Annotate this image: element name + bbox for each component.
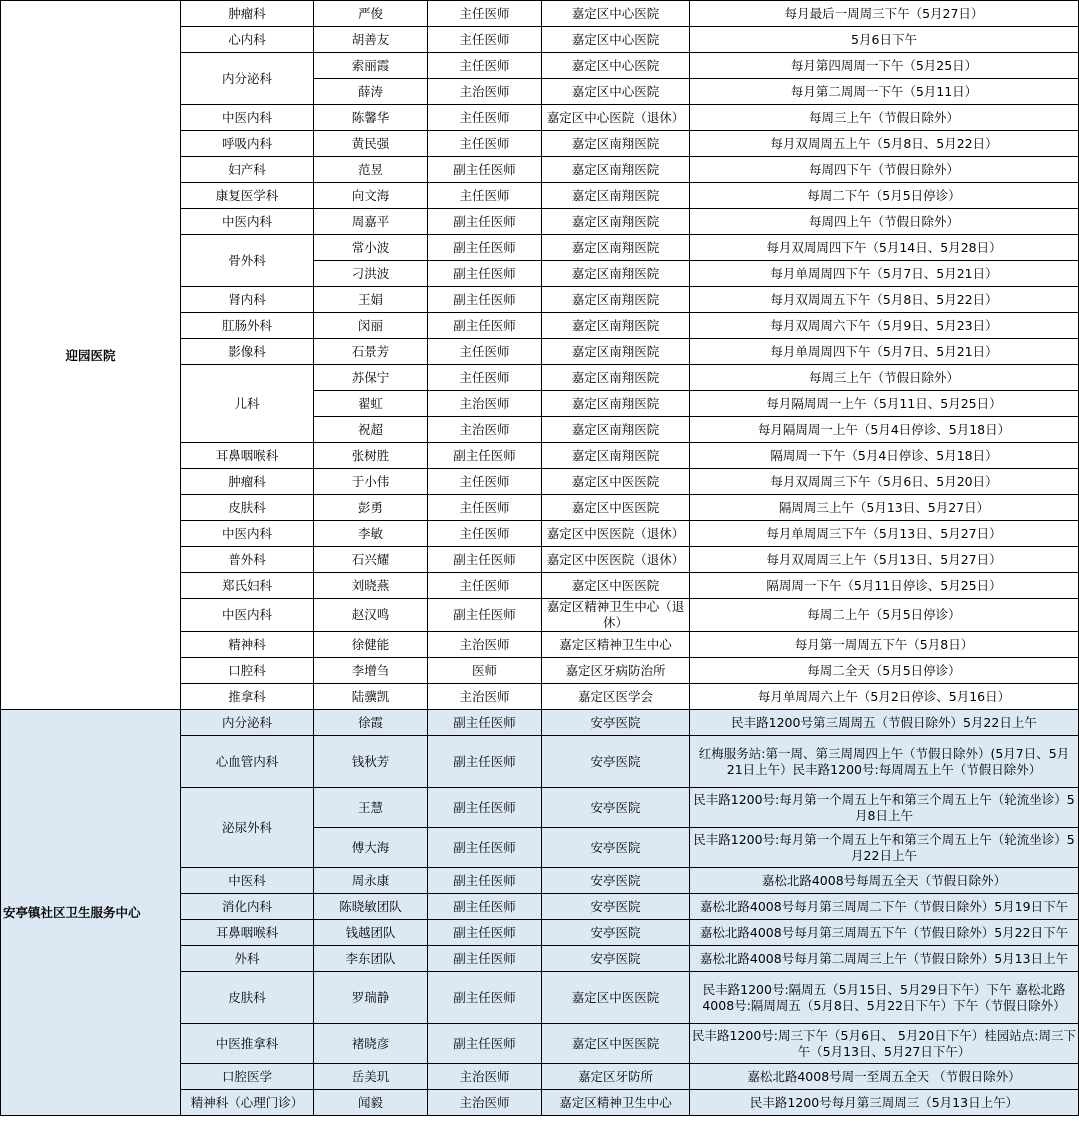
department-cell: 肿瘤科 <box>181 1 314 27</box>
doctor-cell: 李增刍 <box>314 658 428 684</box>
title-cell: 副主任医师 <box>428 920 542 946</box>
doctor-cell: 李敏 <box>314 521 428 547</box>
origin-hospital-cell: 嘉定区精神卫生中心 <box>542 632 690 658</box>
title-cell: 主任医师 <box>428 495 542 521</box>
doctor-cell: 索丽霞 <box>314 53 428 79</box>
hospital-name: 安亭镇社区卫生服务中心 <box>1 710 181 1116</box>
title-cell: 副主任医师 <box>428 261 542 287</box>
origin-hospital-cell: 嘉定区南翔医院 <box>542 365 690 391</box>
origin-hospital-cell: 嘉定区南翔医院 <box>542 157 690 183</box>
title-cell: 主治医师 <box>428 79 542 105</box>
schedule-cell: 每月双周周三下午（5月6日、5月20日） <box>690 469 1079 495</box>
origin-hospital-cell: 嘉定区南翔医院 <box>542 209 690 235</box>
title-cell: 主治医师 <box>428 632 542 658</box>
title-cell: 主任医师 <box>428 365 542 391</box>
title-cell: 副主任医师 <box>428 1024 542 1064</box>
schedule-cell: 每月隔周周一上午（5月11日、5月25日） <box>690 391 1079 417</box>
department-cell: 骨外科 <box>181 235 314 287</box>
origin-hospital-cell: 安亭医院 <box>542 920 690 946</box>
title-cell: 主任医师 <box>428 105 542 131</box>
department-cell: 精神科（心理门诊） <box>181 1090 314 1116</box>
department-cell: 妇产科 <box>181 157 314 183</box>
schedule-cell: 嘉松北路4008号每月第三周周二下午（节假日除外）5月19日下午 <box>690 894 1079 920</box>
department-cell: 推拿科 <box>181 684 314 710</box>
title-cell: 主任医师 <box>428 469 542 495</box>
doctor-cell: 薛涛 <box>314 79 428 105</box>
origin-hospital-cell: 嘉定区南翔医院 <box>542 313 690 339</box>
origin-hospital-cell: 嘉定区中心医院 <box>542 79 690 105</box>
title-cell: 主任医师 <box>428 339 542 365</box>
title-cell: 副主任医师 <box>428 443 542 469</box>
table-row <box>1 1 1079 27</box>
schedule-cell: 嘉松北路4008号每月第二周周三上午（节假日除外）5月13日上午 <box>690 946 1079 972</box>
origin-hospital-cell: 嘉定区牙病防治所 <box>542 658 690 684</box>
department-cell: 肾内科 <box>181 287 314 313</box>
origin-hospital-cell: 嘉定区精神卫生中心 <box>542 1090 690 1116</box>
title-cell: 副主任医师 <box>428 710 542 736</box>
schedule-cell: 每月最后一周周三下午（5月27日） <box>690 1 1079 27</box>
department-cell: 影像科 <box>181 339 314 365</box>
doctor-cell: 岳美玑 <box>314 1064 428 1090</box>
schedule-cell: 每周四上午（节假日除外） <box>690 209 1079 235</box>
schedule-cell: 每月单周周六上午（5月2日停诊、5月16日） <box>690 684 1079 710</box>
doctor-cell: 石兴耀 <box>314 547 428 573</box>
origin-hospital-cell: 嘉定区中医医院（退休） <box>542 521 690 547</box>
schedule-cell: 每月单周周四下午（5月7日、5月21日） <box>690 339 1079 365</box>
origin-hospital-cell: 嘉定区中医医院（退休） <box>542 547 690 573</box>
department-cell: 中医内科 <box>181 521 314 547</box>
origin-hospital-cell: 安亭医院 <box>542 828 690 868</box>
origin-hospital-cell: 嘉定区中医医院 <box>542 469 690 495</box>
schedule-cell: 每周二上午（5月5日停诊） <box>690 599 1079 632</box>
department-cell: 中医内科 <box>181 105 314 131</box>
schedule-cell: 每月双周周六下午（5月9日、5月23日） <box>690 313 1079 339</box>
title-cell: 主任医师 <box>428 53 542 79</box>
origin-hospital-cell: 嘉定区中心医院（退休） <box>542 105 690 131</box>
department-cell: 皮肤科 <box>181 972 314 1024</box>
origin-hospital-cell: 安亭医院 <box>542 736 690 788</box>
origin-hospital-cell: 嘉定区中心医院 <box>542 1 690 27</box>
title-cell: 主任医师 <box>428 1 542 27</box>
schedule-cell: 民丰路1200号:隔周五（5月15日、5月29日下午）下午 嘉松北路4008号:隔周周五（5月8日、5月22日下午）下午（节假日除外） <box>690 972 1079 1024</box>
doctor-cell: 罗瑞静 <box>314 972 428 1024</box>
title-cell: 副主任医师 <box>428 157 542 183</box>
origin-hospital-cell: 嘉定区中医医院 <box>542 573 690 599</box>
schedule-cell: 嘉松北路4008号每月第三周周五下午（节假日除外）5月22日下午 <box>690 920 1079 946</box>
title-cell: 医师 <box>428 658 542 684</box>
schedule-cell: 民丰路1200号:每月第一个周五上午和第三个周五上午（轮流坐诊）5月22日上午 <box>690 828 1079 868</box>
title-cell: 主任医师 <box>428 573 542 599</box>
title-cell: 副主任医师 <box>428 287 542 313</box>
title-cell: 主治医师 <box>428 417 542 443</box>
department-cell: 儿科 <box>181 365 314 443</box>
origin-hospital-cell: 嘉定区医学会 <box>542 684 690 710</box>
department-cell: 泌尿外科 <box>181 788 314 868</box>
title-cell: 主任医师 <box>428 27 542 53</box>
doctor-cell: 张树胜 <box>314 443 428 469</box>
doctor-cell: 陈馨华 <box>314 105 428 131</box>
origin-hospital-cell: 安亭医院 <box>542 946 690 972</box>
origin-hospital-cell: 嘉定区南翔医院 <box>542 287 690 313</box>
title-cell: 副主任医师 <box>428 894 542 920</box>
title-cell: 副主任医师 <box>428 828 542 868</box>
doctor-cell: 徐健能 <box>314 632 428 658</box>
department-cell: 口腔医学 <box>181 1064 314 1090</box>
origin-hospital-cell: 嘉定区牙防所 <box>542 1064 690 1090</box>
origin-hospital-cell: 嘉定区南翔医院 <box>542 183 690 209</box>
department-cell: 外科 <box>181 946 314 972</box>
doctor-cell: 傅大海 <box>314 828 428 868</box>
department-cell: 消化内科 <box>181 894 314 920</box>
schedule-cell: 每月单周周三下午（5月13日、5月27日） <box>690 521 1079 547</box>
title-cell: 副主任医师 <box>428 946 542 972</box>
doctor-cell: 赵汉鸣 <box>314 599 428 632</box>
department-cell: 内分泌科 <box>181 53 314 105</box>
title-cell: 副主任医师 <box>428 599 542 632</box>
department-cell: 心内科 <box>181 27 314 53</box>
department-cell: 中医推拿科 <box>181 1024 314 1064</box>
title-cell: 主任医师 <box>428 183 542 209</box>
schedule-cell: 每月第一周周五下午（5月8日） <box>690 632 1079 658</box>
doctor-cell: 于小伟 <box>314 469 428 495</box>
doctor-cell: 严俊 <box>314 1 428 27</box>
department-cell: 肛肠外科 <box>181 313 314 339</box>
department-cell: 康复医学科 <box>181 183 314 209</box>
schedule-cell: 每月双周周三上午（5月13日、5月27日） <box>690 547 1079 573</box>
schedule-cell: 每月隔周周一上午（5月4日停诊、5月18日） <box>690 417 1079 443</box>
department-cell: 心血管内科 <box>181 736 314 788</box>
doctor-cell: 彭勇 <box>314 495 428 521</box>
title-cell: 主治医师 <box>428 391 542 417</box>
table-row <box>1 710 1079 736</box>
hospital-name: 迎园医院 <box>1 1 181 710</box>
department-cell: 中医内科 <box>181 209 314 235</box>
schedule-cell: 5月6日下午 <box>690 27 1079 53</box>
origin-hospital-cell: 安亭医院 <box>542 868 690 894</box>
title-cell: 副主任医师 <box>428 868 542 894</box>
schedule-cell: 每周三上午（节假日除外） <box>690 105 1079 131</box>
schedule-cell: 隔周周一下午（5月4日停诊、5月18日） <box>690 443 1079 469</box>
schedule-cell: 每周二下午（5月5日停诊） <box>690 183 1079 209</box>
origin-hospital-cell: 嘉定区南翔医院 <box>542 261 690 287</box>
schedule-cell: 红梅服务站:第一周、第三周周四上午（节假日除外）(5月7日、5月21日上午）民丰路1200号:每周周五上午（节假日除外） <box>690 736 1079 788</box>
title-cell: 主治医师 <box>428 684 542 710</box>
origin-hospital-cell: 安亭医院 <box>542 788 690 828</box>
title-cell: 副主任医师 <box>428 972 542 1024</box>
doctor-cell: 钱秋芳 <box>314 736 428 788</box>
doctor-cell: 石景芳 <box>314 339 428 365</box>
department-cell: 耳鼻咽喉科 <box>181 920 314 946</box>
doctor-cell: 王慧 <box>314 788 428 828</box>
department-cell: 郑氏妇科 <box>181 573 314 599</box>
schedule-cell: 每月双周周四下午（5月14日、5月28日） <box>690 235 1079 261</box>
doctor-cell: 祝超 <box>314 417 428 443</box>
title-cell: 主治医师 <box>428 1064 542 1090</box>
doctor-cell: 李东团队 <box>314 946 428 972</box>
schedule-cell: 每月第四周周一下午（5月25日） <box>690 53 1079 79</box>
department-cell: 肿瘤科 <box>181 469 314 495</box>
title-cell: 副主任医师 <box>428 313 542 339</box>
doctor-cell: 徐霞 <box>314 710 428 736</box>
department-cell: 口腔科 <box>181 658 314 684</box>
origin-hospital-cell: 嘉定区南翔医院 <box>542 339 690 365</box>
schedule-cell: 每月第二周周一下午（5月11日） <box>690 79 1079 105</box>
schedule-cell: 嘉松北路4008号每周五全天（节假日除外） <box>690 868 1079 894</box>
schedule-cell: 隔周周三上午（5月13日、5月27日） <box>690 495 1079 521</box>
title-cell: 主任医师 <box>428 131 542 157</box>
doctor-cell: 闻毅 <box>314 1090 428 1116</box>
origin-hospital-cell: 嘉定区中医医院 <box>542 972 690 1024</box>
title-cell: 副主任医师 <box>428 547 542 573</box>
origin-hospital-cell: 嘉定区南翔医院 <box>542 391 690 417</box>
department-cell: 皮肤科 <box>181 495 314 521</box>
schedule-cell: 民丰路1200号第三周周五（节假日除外）5月22日上午 <box>690 710 1079 736</box>
doctor-cell: 周永康 <box>314 868 428 894</box>
schedule-cell: 民丰路1200号:每月第一个周五上午和第三个周五上午（轮流坐诊）5月8日上午 <box>690 788 1079 828</box>
schedule-cell: 嘉松北路4008号周一至周五全天 （节假日除外） <box>690 1064 1079 1090</box>
doctor-cell: 胡善友 <box>314 27 428 53</box>
department-cell: 中医科 <box>181 868 314 894</box>
schedule-cell: 民丰路1200号每月第三周周三（5月13日上午） <box>690 1090 1079 1116</box>
origin-hospital-cell: 嘉定区精神卫生中心（退休） <box>542 599 690 632</box>
origin-hospital-cell: 嘉定区中医医院 <box>542 495 690 521</box>
title-cell: 副主任医师 <box>428 235 542 261</box>
origin-hospital-cell: 嘉定区南翔医院 <box>542 131 690 157</box>
origin-hospital-cell: 嘉定区中医医院 <box>542 1024 690 1064</box>
schedule-cell: 每周二全天（5月5日停诊） <box>690 658 1079 684</box>
doctor-cell: 向文海 <box>314 183 428 209</box>
doctor-cell: 范昱 <box>314 157 428 183</box>
doctor-cell: 刘晓燕 <box>314 573 428 599</box>
department-cell: 耳鼻咽喉科 <box>181 443 314 469</box>
department-cell: 呼吸内科 <box>181 131 314 157</box>
doctor-cell: 黄民强 <box>314 131 428 157</box>
department-cell: 中医内科 <box>181 599 314 632</box>
schedule-cell: 每月双周周五上午（5月8日、5月22日） <box>690 131 1079 157</box>
origin-hospital-cell: 嘉定区南翔医院 <box>542 235 690 261</box>
doctor-cell: 周嘉平 <box>314 209 428 235</box>
doctor-cell: 常小波 <box>314 235 428 261</box>
origin-hospital-cell: 嘉定区南翔医院 <box>542 443 690 469</box>
schedule-cell: 每周三上午（节假日除外） <box>690 365 1079 391</box>
schedule-cell: 民丰路1200号:周三下午（5月6日、 5月20日下午）桂园站点:周三下午（5月13日、5月27日下午） <box>690 1024 1079 1064</box>
origin-hospital-cell: 嘉定区中心医院 <box>542 27 690 53</box>
department-cell: 普外科 <box>181 547 314 573</box>
doctor-cell: 翟虹 <box>314 391 428 417</box>
doctor-cell: 闵丽 <box>314 313 428 339</box>
schedule-cell: 隔周周一下午（5月11日停诊、5月25日） <box>690 573 1079 599</box>
doctor-cell: 褚晓彦 <box>314 1024 428 1064</box>
origin-hospital-cell: 安亭医院 <box>542 710 690 736</box>
origin-hospital-cell: 安亭医院 <box>542 894 690 920</box>
title-cell: 主治医师 <box>428 1090 542 1116</box>
schedule-cell: 每月单周周四下午（5月7日、5月21日） <box>690 261 1079 287</box>
origin-hospital-cell: 嘉定区中心医院 <box>542 53 690 79</box>
origin-hospital-cell: 嘉定区南翔医院 <box>542 417 690 443</box>
doctor-cell: 陈晓敏团队 <box>314 894 428 920</box>
department-cell: 精神科 <box>181 632 314 658</box>
title-cell: 副主任医师 <box>428 736 542 788</box>
schedule-cell: 每周四下午（节假日除外） <box>690 157 1079 183</box>
schedule-cell: 每月双周周五下午（5月8日、5月22日） <box>690 287 1079 313</box>
doctor-cell: 陆骥凯 <box>314 684 428 710</box>
title-cell: 主任医师 <box>428 521 542 547</box>
title-cell: 副主任医师 <box>428 209 542 235</box>
doctor-cell: 王娟 <box>314 287 428 313</box>
doctor-cell: 苏保宁 <box>314 365 428 391</box>
title-cell: 副主任医师 <box>428 788 542 828</box>
doctor-cell: 钱越团队 <box>314 920 428 946</box>
doctor-cell: 刁洪波 <box>314 261 428 287</box>
department-cell: 内分泌科 <box>181 710 314 736</box>
